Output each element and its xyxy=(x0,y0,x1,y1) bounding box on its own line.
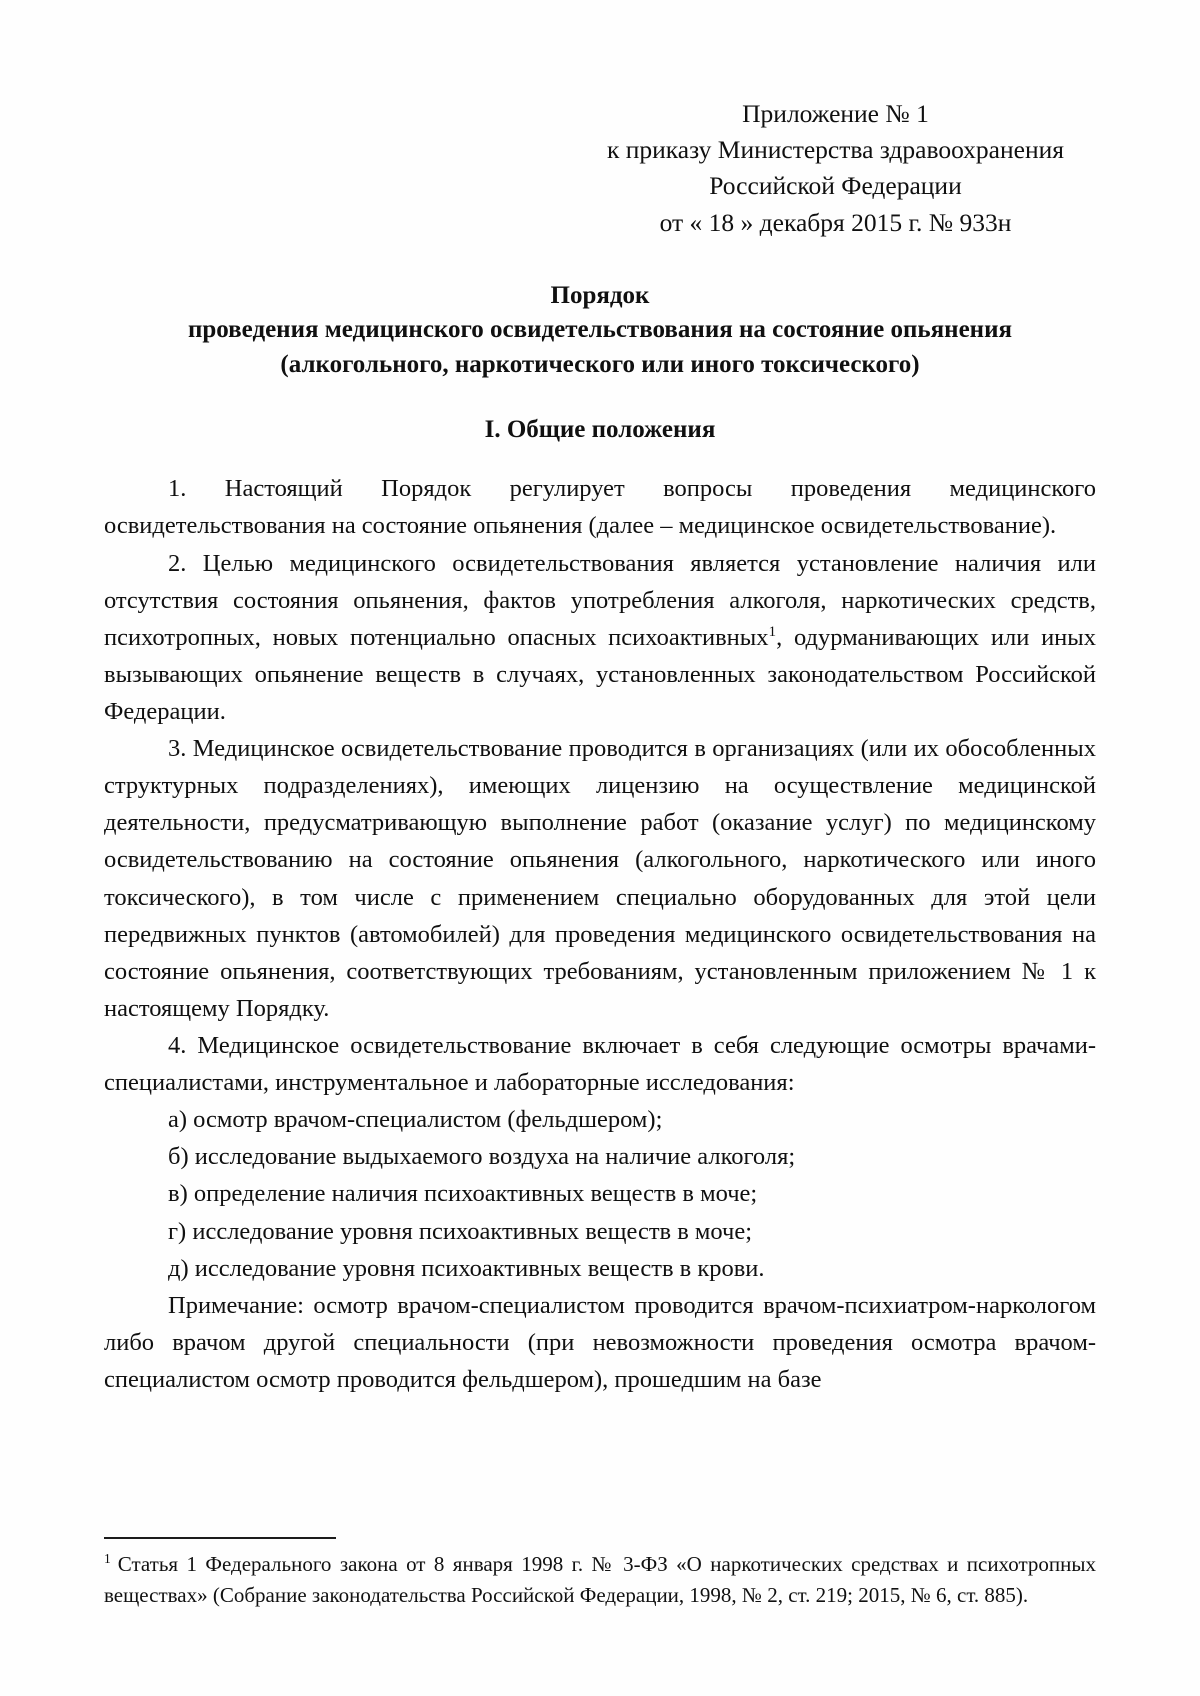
list-item-v: в) определение наличия психоактивных веществ в моче; xyxy=(168,1180,758,1208)
paragraph-note: Примечание: осмотр врачом-специалистом проводится врачом-психиатром-наркологом либо врачом другой специальности (при невозможности проведения осмотра врачом-специалистом осмотр проводится фельдшером), прошедшим на базе xyxy=(104,1291,1096,1393)
footnote-1 xyxy=(104,1549,1096,1610)
footnote-reference-1[interactable]: 1 xyxy=(768,622,777,640)
list-item-g: г) исследование уровня психоактивных веществ в моче; xyxy=(168,1217,753,1245)
paragraph-1: 1. Настоящий Порядок регулирует вопросы проведения медицинского освидетельствования на состояние опьянения (далее – медицинское освидетельствование). xyxy=(104,475,1096,540)
title-line-parenthetical: (алкогольного, наркотического или иного токсического) xyxy=(280,350,920,378)
paragraph-2-part-b: , одурманивающих или иных вызывающих опьянение веществ в случаях, установленных законодательством Российской Федерации. xyxy=(104,623,1097,725)
list-item-d: д) исследование уровня психоактивных веществ в крови. xyxy=(168,1254,765,1282)
paragraph-3: 3. Медицинское освидетельствование проводится в организациях (или их обособленных структурных подразделениях), имеющих лицензию на осуществление медицинской деятельности, предусматривающую выполнение работ (оказание услуг) по медицинскому освидетельствованию на состояние опьянения (алкогольного, наркотического или иного токсического), в том числе с применением специально оборудованных для этой цели передвижных пунктов (автомобилей) для проведения медицинского освидетельствования на состояние опьянения, соответствующих требованиям, установленным приложением № 1 к настоящему Порядку. xyxy=(104,735,1096,1022)
document-header-block xyxy=(583,96,1088,241)
list-item-b: б) исследование выдыхаемого воздуха на наличие алкоголя; xyxy=(168,1143,796,1171)
footnote-zone xyxy=(104,1537,1096,1610)
footnote-separator-rule xyxy=(104,1537,336,1539)
paragraph-2 xyxy=(104,545,1096,731)
paragraph-2-part-a: 2. Целью медицинского освидетельствования является установление наличия или отсутствия состояния опьянения, фактов употребления алкоголя, наркотических средств, психотропных, новых потенциально опасных психоактивных xyxy=(104,549,1096,651)
title-line-poryadok: Порядок xyxy=(550,281,650,309)
page-title xyxy=(104,279,1096,383)
document-body xyxy=(104,470,1096,1398)
paragraph-4: 4. Медицинское освидетельствование включает в себя следующие осмотры врачами-специалистами, инструментальное и лабораторные исследования: xyxy=(104,1031,1096,1097)
header-line-ministry: к приказу Министерства здравоохранения xyxy=(607,135,1064,165)
header-line-federation: Российской Федерации xyxy=(709,171,962,201)
title-line-subject: проведения медицинского освидетельствования на состояние опьянения xyxy=(187,316,1012,344)
footnote-text: Статья 1 Федерального закона от 8 января 1998 г. № 3-ФЗ «О наркотических средствах и психотропных веществах» (Собрание законодательства Российской Федерации, 1998, № 2, ст. 219; 2015, № 6, ст. 885). xyxy=(104,1552,1096,1607)
footnote-marker: 1 xyxy=(104,1551,111,1567)
list-item-a: а) осмотр врачом-специалистом (фельдшером); xyxy=(168,1106,663,1134)
header-line-appendix: Приложение № 1 xyxy=(742,99,929,128)
header-line-date-number: от « 18 » декабря 2015 г. № 933н xyxy=(659,207,1012,237)
section-heading-general-provisions: I. Общие положения xyxy=(484,416,716,444)
